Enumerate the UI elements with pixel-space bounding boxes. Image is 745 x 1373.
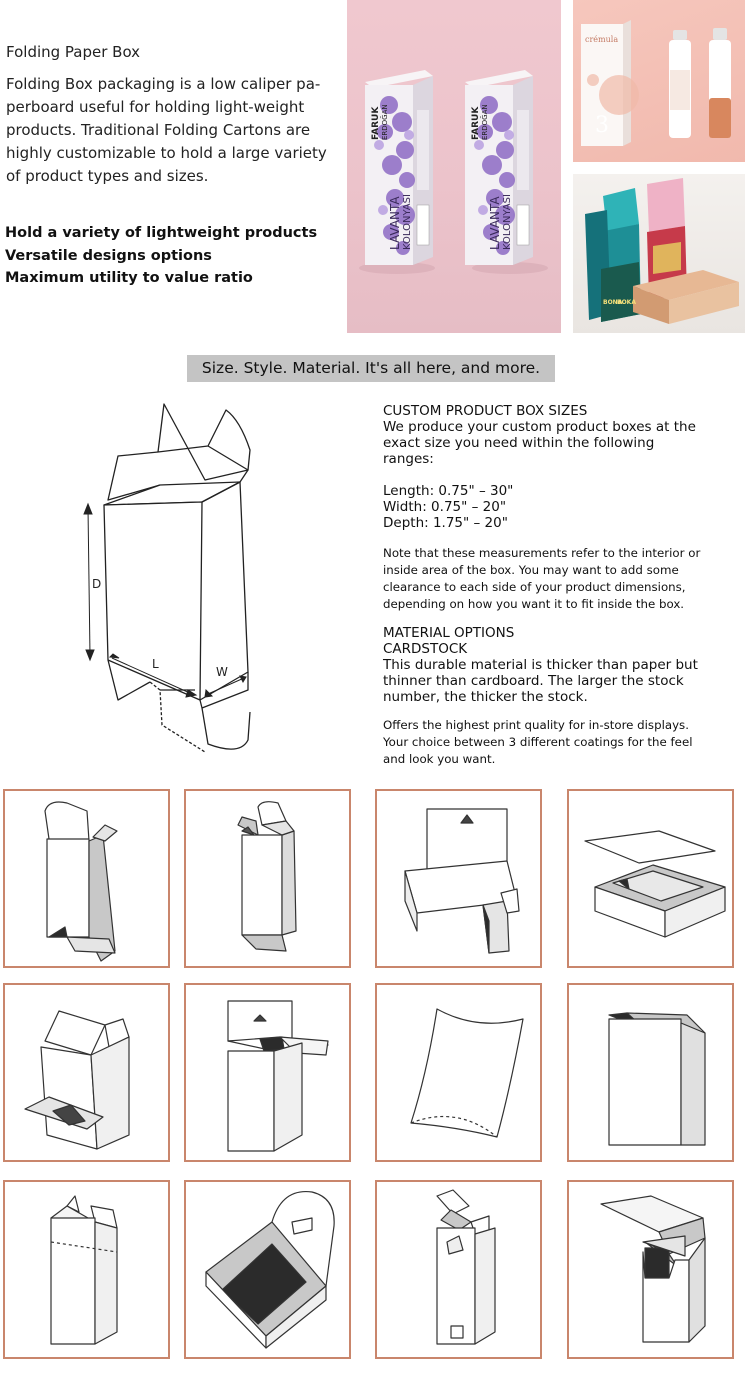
intro-description xyxy=(6,73,344,188)
size-note-line: clearance to each side of your product dimensions, xyxy=(383,580,686,594)
intro-description-line: products. Traditional Folding Cartons are xyxy=(6,121,311,139)
hanger-tab-tray-box-icon xyxy=(377,791,540,966)
box-brand-top: FARUK xyxy=(471,106,481,140)
feature-list xyxy=(5,222,343,290)
material-line: This durable material is thicker than paper but xyxy=(383,657,698,673)
tagline-banner: Size. Style. Material. It's all here, and more. xyxy=(187,355,555,382)
sizes-intro-line: We produce your custom product boxes at the xyxy=(383,419,696,435)
print-quality-line: and look you want. xyxy=(383,752,496,766)
box-style-cell xyxy=(375,789,542,968)
sleeve-box-icon xyxy=(569,985,732,1160)
box-style-cell xyxy=(3,789,170,968)
intro-description-line: perboard useful for holding light-weight xyxy=(6,98,305,116)
size-note-line: Note that these measurements refer to the interior or xyxy=(383,546,701,560)
size-note-line: inside area of the box. You may want to add some xyxy=(383,563,679,577)
mailer-box-icon xyxy=(569,791,732,966)
box-style-cell xyxy=(184,983,351,1162)
length-label: L xyxy=(152,657,159,671)
intro-description-line: highly customizable to hold a large variety xyxy=(6,144,327,162)
display-box-icon xyxy=(186,1182,349,1357)
feature-item: Hold a variety of lightweight products xyxy=(5,225,318,241)
box-style-cell xyxy=(567,789,734,968)
depth-label: D xyxy=(92,577,102,591)
box-product-line-1: LAVANTA xyxy=(388,196,402,250)
colorful-boxes-illustration xyxy=(573,174,745,333)
material-line: number, the thicker the stock. xyxy=(383,689,588,705)
material-subheading: CARDSTOCK xyxy=(383,641,468,657)
colorful-boxes-photo xyxy=(573,174,745,333)
intro-section xyxy=(6,40,344,188)
sizes-heading: CUSTOM PRODUCT BOX SIZES xyxy=(383,403,588,419)
box-product-line-1: LAVANTA xyxy=(488,196,502,250)
width-label: W xyxy=(216,665,228,679)
intro-title: Folding Paper Box xyxy=(6,43,141,61)
material-heading: MATERIAL OPTIONS xyxy=(383,625,515,641)
reverse-tuck-end-box-icon xyxy=(5,791,168,966)
box-style-cell xyxy=(184,1180,351,1359)
print-quality-line: Offers the highest print quality for in-store displays. xyxy=(383,718,689,732)
bottle-box-number: 3 xyxy=(595,113,609,138)
box-style-cell xyxy=(567,983,734,1162)
crash-lock-tuck-box-icon xyxy=(377,1182,540,1357)
box-style-cell xyxy=(3,983,170,1162)
sizes-intro-line: exact size you need within the following xyxy=(383,435,655,451)
lavender-cologne-box-photo xyxy=(347,0,561,333)
depth-range: Depth: 1.75" – 20" xyxy=(383,515,508,531)
box-brand-bottom: ERDOĞAN xyxy=(481,104,489,140)
sizes-intro-line: ranges: xyxy=(383,451,434,467)
box-style-cell xyxy=(375,1180,542,1359)
box-brand-bottom: ERDOĞAN xyxy=(381,104,389,140)
dimension-diagram xyxy=(76,400,256,770)
print-quality-line: Your choice between 3 different coatings for the feel xyxy=(383,735,693,749)
pillow-box-icon xyxy=(377,985,540,1160)
size-note-line: depending on how you want it to fit inside the box. xyxy=(383,597,685,611)
box-product-line-2: KOLONYASI xyxy=(402,194,413,250)
length-range: Length: 0.75" – 30" xyxy=(383,483,514,499)
feature-item: Maximum utility to value ratio xyxy=(5,270,253,286)
box-style-cell xyxy=(184,789,351,968)
auto-lock-bottom-box-icon xyxy=(5,985,168,1160)
intro-description-line: Folding Box packaging is a low caliper pa- xyxy=(6,75,321,93)
cosmetic-bottles-box-photo xyxy=(573,0,745,162)
box-brand-top: FARUK xyxy=(371,106,381,140)
width-range: Width: 0.75" – 20" xyxy=(383,499,507,515)
straight-tuck-end-box-icon xyxy=(186,791,349,966)
lavender-boxes-illustration xyxy=(347,0,561,333)
box-style-cell xyxy=(375,983,542,1162)
feature-item: Versatile designs options xyxy=(5,247,212,264)
box-product-line-2: KOLONYASI xyxy=(502,194,513,250)
hanger-tab-tuck-box-icon xyxy=(186,985,349,1160)
cosmetic-bottles-illustration xyxy=(573,0,745,162)
colorful-box-label-a: BONA xyxy=(603,299,623,306)
colorful-box-label-b: BOKA xyxy=(617,299,636,306)
bottle-box-brand: crémula xyxy=(585,35,619,44)
material-line: thinner than cardboard. The larger the stock xyxy=(383,673,684,689)
flip-top-box-icon xyxy=(569,1182,732,1357)
box-style-cell xyxy=(3,1180,170,1359)
specs-section xyxy=(383,403,739,768)
intro-description-line: of product types and sizes. xyxy=(6,167,209,185)
seal-end-box-icon xyxy=(5,1182,168,1357)
box-style-cell xyxy=(567,1180,734,1359)
